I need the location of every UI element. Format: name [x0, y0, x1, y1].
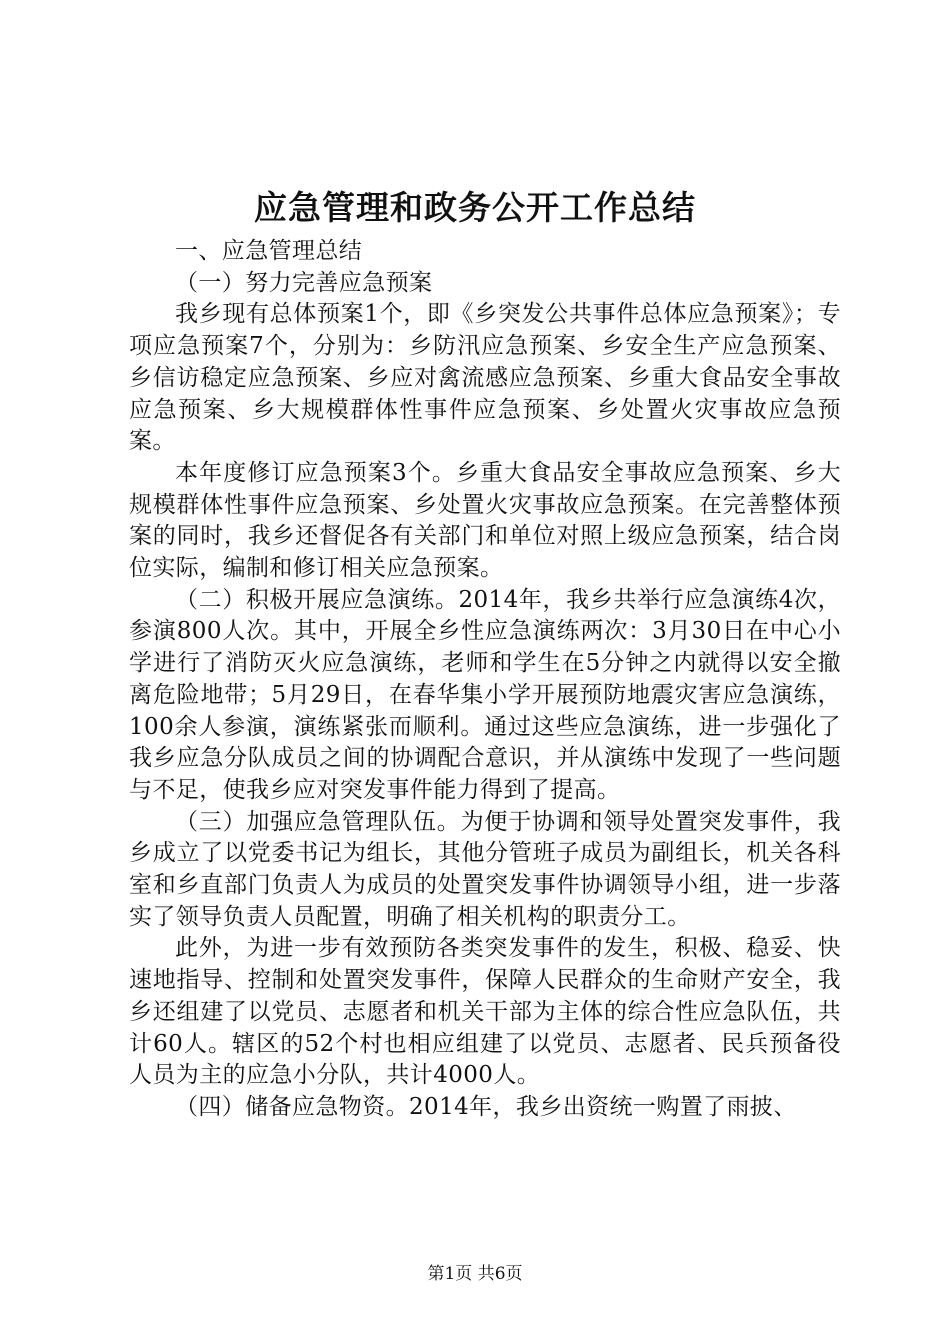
subsection-heading: （一）努力完善应急预案 [175, 269, 433, 296]
document-title: 应急管理和政务公开工作总结 [254, 188, 696, 227]
document-body [129, 236, 841, 1124]
page-number: 第1页 共6页 [427, 1264, 523, 1284]
page-footer [0, 1263, 950, 1285]
paragraph: （二）积极开展应急演练。2014年，我乡共举行应急演练4次，参演800人次。其中，开展全乡性应急演练两次：3月30日在中心小学进行了消防灭火应急演练，老师和学生在5分钟之内就得以安全撤离危险地带；5月29日，在春华集小学开展预防地震灾害应急演练，100余人参演，演练紧张而顺利。通过这些应急演练，进一步强化了我乡应急分队成员之间的协调配合意识，并从演练中发现了一些问题与不足，使我乡应对突发事件能力得到了提高。 [129, 586, 841, 803]
paragraph: （三）加强应急管理队伍。为便于协调和领导处置突发事件，我乡成立了以党委书记为组长，其他分管班子成员为副组长，机关各科室和乡直部门负责人为成员的处置突发事件协调领导小组，进一步落实了领导负责人员配置，明确了相关机构的职责分工。 [129, 808, 841, 930]
paragraph: （四）储备应急物资。2014年，我乡出资统一购置了雨披、 [175, 1093, 797, 1120]
paragraph: 我乡现有总体预案1个，即《乡突发公共事件总体应急预案》；专项应急预案7个，分别为：乡防汛应急预案、乡安全生产应急预案、乡信访稳定应急预案、乡应对禽流感应急预案、乡重大食品安全事故应急预案、乡大规模群体性事件应急预案、乡处置火灾事故应急预案。 [129, 301, 841, 455]
section-heading: 一、应急管理总结 [175, 238, 363, 264]
paragraph: 此外，为进一步有效预防各类突发事件的发生，积极、稳妥、快速地指导、控制和处置突发事件，保障人民群众的生命财产安全，我乡还组建了以党员、志愿者和机关干部为主体的综合性应急队伍，共计60人。辖区的52个村也相应组建了以党员、志愿者、民兵预备役人员为主的应急小分队，共计4000人。 [129, 935, 841, 1089]
paragraph: 本年度修订应急预案3个。乡重大食品安全事故应急预案、乡大规模群体性事件应急预案、乡处置火灾事故应急预案。在完善整体预案的同时，我乡还督促各有关部门和单位对照上级应急预案，结合岗位实际，编制和修订相关应急预案。 [129, 459, 841, 582]
